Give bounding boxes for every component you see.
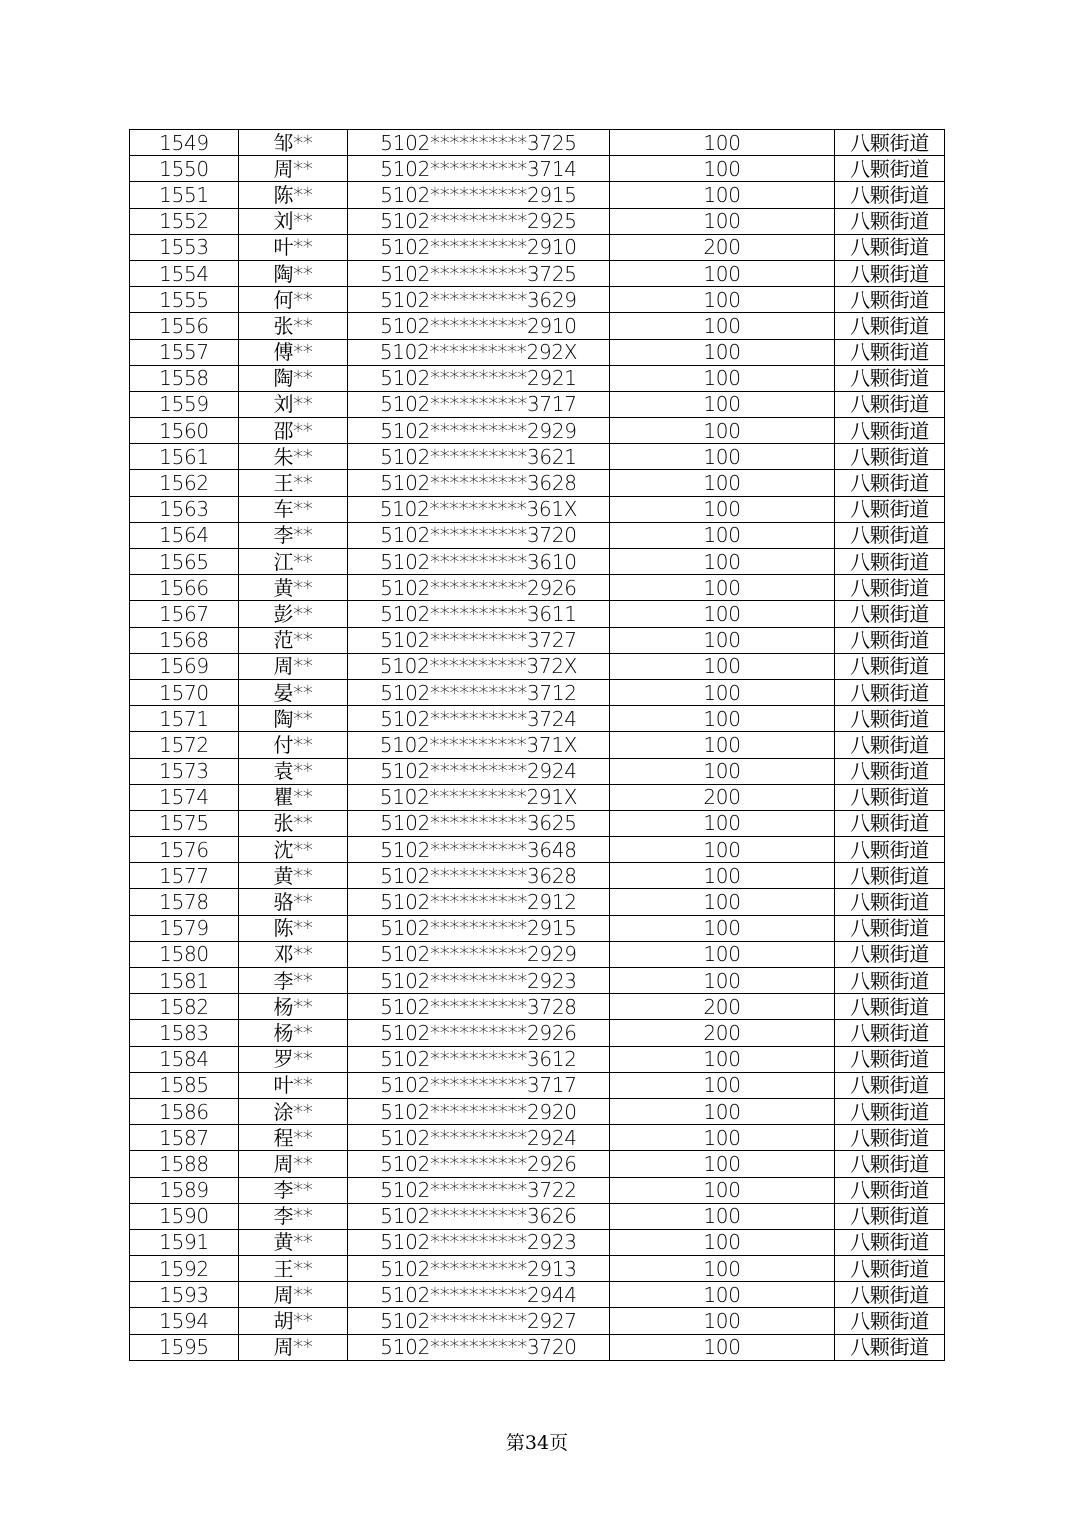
street-cell: 八颗街道 [835, 1151, 945, 1177]
street-cell: 八颗街道 [835, 837, 945, 863]
name-cell: 黄** [239, 1229, 348, 1255]
amount-cell: 100 [610, 260, 835, 286]
row-number-cell: 1567 [130, 601, 239, 627]
row-number-cell: 1571 [130, 706, 239, 732]
table-row [130, 601, 945, 627]
id-number-cell: 5102**********3717 [348, 391, 610, 417]
row-number-cell: 1566 [130, 575, 239, 601]
amount-cell: 100 [610, 627, 835, 653]
street-cell: 八颗街道 [835, 706, 945, 732]
table-row [130, 260, 945, 286]
row-number-cell: 1558 [130, 365, 239, 391]
id-number-cell: 5102**********3625 [348, 810, 610, 836]
row-number-cell: 1582 [130, 994, 239, 1020]
table-row [130, 1177, 945, 1203]
id-number-cell: 5102**********2915 [348, 182, 610, 208]
id-number-cell: 5102**********292X [348, 339, 610, 365]
name-cell: 骆** [239, 889, 348, 915]
name-cell: 叶** [239, 1072, 348, 1098]
table-row [130, 941, 945, 967]
amount-cell: 100 [610, 156, 835, 182]
row-number-cell: 1578 [130, 889, 239, 915]
table-row [130, 679, 945, 705]
amount-cell: 100 [610, 941, 835, 967]
table-row [130, 313, 945, 339]
table-row [130, 1334, 945, 1360]
table-row [130, 1308, 945, 1334]
street-cell: 八颗街道 [835, 1125, 945, 1151]
name-cell: 晏** [239, 679, 348, 705]
row-number-cell: 1563 [130, 496, 239, 522]
name-cell: 沈** [239, 837, 348, 863]
amount-cell: 100 [610, 365, 835, 391]
name-cell: 王** [239, 470, 348, 496]
street-cell: 八颗街道 [835, 863, 945, 889]
row-number-cell: 1577 [130, 863, 239, 889]
street-cell: 八颗街道 [835, 496, 945, 522]
table-row [130, 156, 945, 182]
table-row [130, 863, 945, 889]
street-cell: 八颗街道 [835, 234, 945, 260]
id-number-cell: 5102**********2910 [348, 313, 610, 339]
street-cell: 八颗街道 [835, 1020, 945, 1046]
name-cell: 邵** [239, 418, 348, 444]
table-row [130, 837, 945, 863]
id-number-cell: 5102**********3717 [348, 1072, 610, 1098]
amount-cell: 100 [610, 130, 835, 156]
row-number-cell: 1549 [130, 130, 239, 156]
name-cell: 涂** [239, 1098, 348, 1124]
table-row [130, 915, 945, 941]
amount-cell: 100 [610, 391, 835, 417]
row-number-cell: 1570 [130, 679, 239, 705]
name-cell: 叶** [239, 234, 348, 260]
id-number-cell: 5102**********2926 [348, 1020, 610, 1046]
street-cell: 八颗街道 [835, 444, 945, 470]
amount-cell: 200 [610, 784, 835, 810]
name-cell: 程** [239, 1125, 348, 1151]
amount-cell: 100 [610, 1151, 835, 1177]
amount-cell: 100 [610, 1072, 835, 1098]
table-row [130, 758, 945, 784]
row-number-cell: 1553 [130, 234, 239, 260]
street-cell: 八颗街道 [835, 260, 945, 286]
amount-cell: 100 [610, 339, 835, 365]
street-cell: 八颗街道 [835, 1282, 945, 1308]
row-number-cell: 1561 [130, 444, 239, 470]
row-number-cell: 1572 [130, 732, 239, 758]
street-cell: 八颗街道 [835, 1098, 945, 1124]
id-number-cell: 5102**********2944 [348, 1282, 610, 1308]
amount-cell: 100 [610, 1046, 835, 1072]
street-cell: 八颗街道 [835, 1308, 945, 1334]
amount-cell: 100 [610, 313, 835, 339]
table-row [130, 418, 945, 444]
row-number-cell: 1550 [130, 156, 239, 182]
amount-cell: 100 [610, 1308, 835, 1334]
id-number-cell: 5102**********291X [348, 784, 610, 810]
id-number-cell: 5102**********2926 [348, 1151, 610, 1177]
row-number-cell: 1586 [130, 1098, 239, 1124]
id-number-cell: 5102**********2921 [348, 365, 610, 391]
amount-cell: 100 [610, 418, 835, 444]
table-row [130, 391, 945, 417]
row-number-cell: 1555 [130, 287, 239, 313]
street-cell: 八颗街道 [835, 968, 945, 994]
table-row [130, 994, 945, 1020]
table-row [130, 208, 945, 234]
table-row [130, 234, 945, 260]
name-cell: 杨** [239, 1020, 348, 1046]
id-number-cell: 5102**********2927 [348, 1308, 610, 1334]
amount-cell: 100 [610, 496, 835, 522]
subsidy-roster-table [129, 129, 945, 1361]
street-cell: 八颗街道 [835, 915, 945, 941]
table-row [130, 1203, 945, 1229]
street-cell: 八颗街道 [835, 575, 945, 601]
id-number-cell: 5102**********2925 [348, 208, 610, 234]
row-number-cell: 1579 [130, 915, 239, 941]
id-number-cell: 5102**********3628 [348, 470, 610, 496]
id-number-cell: 5102**********3610 [348, 549, 610, 575]
street-cell: 八颗街道 [835, 365, 945, 391]
row-number-cell: 1552 [130, 208, 239, 234]
table-row [130, 1098, 945, 1124]
street-cell: 八颗街道 [835, 941, 945, 967]
name-cell: 陶** [239, 260, 348, 286]
id-number-cell: 5102**********3621 [348, 444, 610, 470]
amount-cell: 100 [610, 1125, 835, 1151]
id-number-cell: 5102**********361X [348, 496, 610, 522]
id-number-cell: 5102**********3720 [348, 1334, 610, 1360]
id-number-cell: 5102**********2912 [348, 889, 610, 915]
amount-cell: 100 [610, 889, 835, 915]
table-row [130, 549, 945, 575]
amount-cell: 100 [610, 182, 835, 208]
amount-cell: 100 [610, 287, 835, 313]
amount-cell: 100 [610, 470, 835, 496]
row-number-cell: 1584 [130, 1046, 239, 1072]
amount-cell: 100 [610, 1203, 835, 1229]
id-number-cell: 5102**********3611 [348, 601, 610, 627]
name-cell: 李** [239, 1177, 348, 1203]
table-row [130, 1020, 945, 1046]
table-row [130, 1072, 945, 1098]
id-number-cell: 5102**********3720 [348, 522, 610, 548]
table-row [130, 732, 945, 758]
amount-cell: 100 [610, 679, 835, 705]
table-row [130, 365, 945, 391]
id-number-cell: 5102**********3629 [348, 287, 610, 313]
row-number-cell: 1557 [130, 339, 239, 365]
name-cell: 付** [239, 732, 348, 758]
name-cell: 车** [239, 496, 348, 522]
table-row [130, 653, 945, 679]
amount-cell: 200 [610, 1020, 835, 1046]
street-cell: 八颗街道 [835, 1072, 945, 1098]
amount-cell: 100 [610, 732, 835, 758]
street-cell: 八颗街道 [835, 1046, 945, 1072]
name-cell: 刘** [239, 208, 348, 234]
name-cell: 周** [239, 1334, 348, 1360]
name-cell: 周** [239, 1151, 348, 1177]
name-cell: 王** [239, 1256, 348, 1282]
row-number-cell: 1565 [130, 549, 239, 575]
table-row [130, 470, 945, 496]
amount-cell: 100 [610, 1334, 835, 1360]
street-cell: 八颗街道 [835, 601, 945, 627]
row-number-cell: 1594 [130, 1308, 239, 1334]
street-cell: 八颗街道 [835, 627, 945, 653]
street-cell: 八颗街道 [835, 889, 945, 915]
name-cell: 傅** [239, 339, 348, 365]
id-number-cell: 5102**********3725 [348, 130, 610, 156]
table-row [130, 522, 945, 548]
street-cell: 八颗街道 [835, 418, 945, 444]
name-cell: 黄** [239, 863, 348, 889]
id-number-cell: 5102**********2929 [348, 418, 610, 444]
table-row [130, 1046, 945, 1072]
table-row [130, 706, 945, 732]
row-number-cell: 1564 [130, 522, 239, 548]
street-cell: 八颗街道 [835, 994, 945, 1020]
name-cell: 李** [239, 968, 348, 994]
row-number-cell: 1588 [130, 1151, 239, 1177]
street-cell: 八颗街道 [835, 653, 945, 679]
street-cell: 八颗街道 [835, 208, 945, 234]
amount-cell: 100 [610, 549, 835, 575]
street-cell: 八颗街道 [835, 1334, 945, 1360]
row-number-cell: 1573 [130, 758, 239, 784]
name-cell: 周** [239, 156, 348, 182]
name-cell: 周** [239, 653, 348, 679]
street-cell: 八颗街道 [835, 1256, 945, 1282]
amount-cell: 100 [610, 915, 835, 941]
id-number-cell: 5102**********2920 [348, 1098, 610, 1124]
amount-cell: 200 [610, 234, 835, 260]
amount-cell: 100 [610, 810, 835, 836]
name-cell: 周** [239, 1282, 348, 1308]
id-number-cell: 5102**********2926 [348, 575, 610, 601]
street-cell: 八颗街道 [835, 339, 945, 365]
id-number-cell: 5102**********2913 [348, 1256, 610, 1282]
street-cell: 八颗街道 [835, 732, 945, 758]
name-cell: 张** [239, 810, 348, 836]
amount-cell: 100 [610, 208, 835, 234]
id-number-cell: 5102**********3722 [348, 1177, 610, 1203]
amount-cell: 100 [610, 1282, 835, 1308]
street-cell: 八颗街道 [835, 182, 945, 208]
street-cell: 八颗街道 [835, 784, 945, 810]
name-cell: 黄** [239, 575, 348, 601]
id-number-cell: 5102**********2923 [348, 1229, 610, 1255]
row-number-cell: 1559 [130, 391, 239, 417]
amount-cell: 100 [610, 758, 835, 784]
name-cell: 何** [239, 287, 348, 313]
row-number-cell: 1574 [130, 784, 239, 810]
table-row [130, 627, 945, 653]
street-cell: 八颗街道 [835, 313, 945, 339]
table-row [130, 339, 945, 365]
table-row [130, 444, 945, 470]
table-row [130, 287, 945, 313]
name-cell: 袁** [239, 758, 348, 784]
page-number: 第34页 [505, 1432, 569, 1454]
table-row [130, 968, 945, 994]
table-row [130, 889, 945, 915]
table-row [130, 575, 945, 601]
row-number-cell: 1556 [130, 313, 239, 339]
row-number-cell: 1560 [130, 418, 239, 444]
amount-cell: 100 [610, 444, 835, 470]
id-number-cell: 5102**********2923 [348, 968, 610, 994]
name-cell: 胡** [239, 1308, 348, 1334]
street-cell: 八颗街道 [835, 130, 945, 156]
name-cell: 李** [239, 522, 348, 548]
id-number-cell: 5102**********2924 [348, 758, 610, 784]
name-cell: 陶** [239, 365, 348, 391]
amount-cell: 100 [610, 653, 835, 679]
street-cell: 八颗街道 [835, 1203, 945, 1229]
id-number-cell: 5102**********2929 [348, 941, 610, 967]
table-row [130, 1151, 945, 1177]
amount-cell: 200 [610, 994, 835, 1020]
name-cell: 陶** [239, 706, 348, 732]
street-cell: 八颗街道 [835, 810, 945, 836]
amount-cell: 100 [610, 1229, 835, 1255]
row-number-cell: 1593 [130, 1282, 239, 1308]
row-number-cell: 1575 [130, 810, 239, 836]
street-cell: 八颗街道 [835, 679, 945, 705]
name-cell: 彭** [239, 601, 348, 627]
street-cell: 八颗街道 [835, 391, 945, 417]
name-cell: 刘** [239, 391, 348, 417]
row-number-cell: 1554 [130, 260, 239, 286]
amount-cell: 100 [610, 968, 835, 994]
street-cell: 八颗街道 [835, 1177, 945, 1203]
amount-cell: 100 [610, 1256, 835, 1282]
id-number-cell: 5102**********3712 [348, 679, 610, 705]
amount-cell: 100 [610, 575, 835, 601]
row-number-cell: 1562 [130, 470, 239, 496]
table-row [130, 1282, 945, 1308]
name-cell: 江** [239, 549, 348, 575]
row-number-cell: 1583 [130, 1020, 239, 1046]
id-number-cell: 5102**********3724 [348, 706, 610, 732]
row-number-cell: 1568 [130, 627, 239, 653]
row-number-cell: 1580 [130, 941, 239, 967]
name-cell: 杨** [239, 994, 348, 1020]
row-number-cell: 1592 [130, 1256, 239, 1282]
amount-cell: 100 [610, 837, 835, 863]
id-number-cell: 5102**********371X [348, 732, 610, 758]
name-cell: 范** [239, 627, 348, 653]
id-number-cell: 5102**********3725 [348, 260, 610, 286]
street-cell: 八颗街道 [835, 522, 945, 548]
id-number-cell: 5102**********3728 [348, 994, 610, 1020]
id-number-cell: 5102**********2924 [348, 1125, 610, 1151]
amount-cell: 100 [610, 522, 835, 548]
street-cell: 八颗街道 [835, 287, 945, 313]
street-cell: 八颗街道 [835, 1229, 945, 1255]
row-number-cell: 1569 [130, 653, 239, 679]
table-row [130, 810, 945, 836]
amount-cell: 100 [610, 1098, 835, 1124]
name-cell: 罗** [239, 1046, 348, 1072]
name-cell: 张** [239, 313, 348, 339]
amount-cell: 100 [610, 601, 835, 627]
row-number-cell: 1591 [130, 1229, 239, 1255]
id-number-cell: 5102**********3648 [348, 837, 610, 863]
amount-cell: 100 [610, 863, 835, 889]
id-number-cell: 5102**********3628 [348, 863, 610, 889]
table-row [130, 1125, 945, 1151]
roster-body [130, 130, 945, 1361]
name-cell: 瞿** [239, 784, 348, 810]
name-cell: 李** [239, 1203, 348, 1229]
amount-cell: 100 [610, 1177, 835, 1203]
row-number-cell: 1587 [130, 1125, 239, 1151]
row-number-cell: 1576 [130, 837, 239, 863]
row-number-cell: 1589 [130, 1177, 239, 1203]
row-number-cell: 1590 [130, 1203, 239, 1229]
id-number-cell: 5102**********2910 [348, 234, 610, 260]
id-number-cell: 5102**********3714 [348, 156, 610, 182]
table-row [130, 496, 945, 522]
street-cell: 八颗街道 [835, 549, 945, 575]
row-number-cell: 1585 [130, 1072, 239, 1098]
street-cell: 八颗街道 [835, 156, 945, 182]
table-row [130, 1256, 945, 1282]
row-number-cell: 1595 [130, 1334, 239, 1360]
name-cell: 陈** [239, 182, 348, 208]
id-number-cell: 5102**********3612 [348, 1046, 610, 1072]
name-cell: 邓** [239, 941, 348, 967]
id-number-cell: 5102**********3626 [348, 1203, 610, 1229]
street-cell: 八颗街道 [835, 758, 945, 784]
id-number-cell: 5102**********2915 [348, 915, 610, 941]
table-row [130, 182, 945, 208]
table-row [130, 1229, 945, 1255]
row-number-cell: 1551 [130, 182, 239, 208]
amount-cell: 100 [610, 706, 835, 732]
name-cell: 陈** [239, 915, 348, 941]
id-number-cell: 5102**********372X [348, 653, 610, 679]
name-cell: 邹** [239, 130, 348, 156]
table-row [130, 784, 945, 810]
row-number-cell: 1581 [130, 968, 239, 994]
table-row [130, 130, 945, 156]
id-number-cell: 5102**********3727 [348, 627, 610, 653]
street-cell: 八颗街道 [835, 470, 945, 496]
name-cell: 朱** [239, 444, 348, 470]
